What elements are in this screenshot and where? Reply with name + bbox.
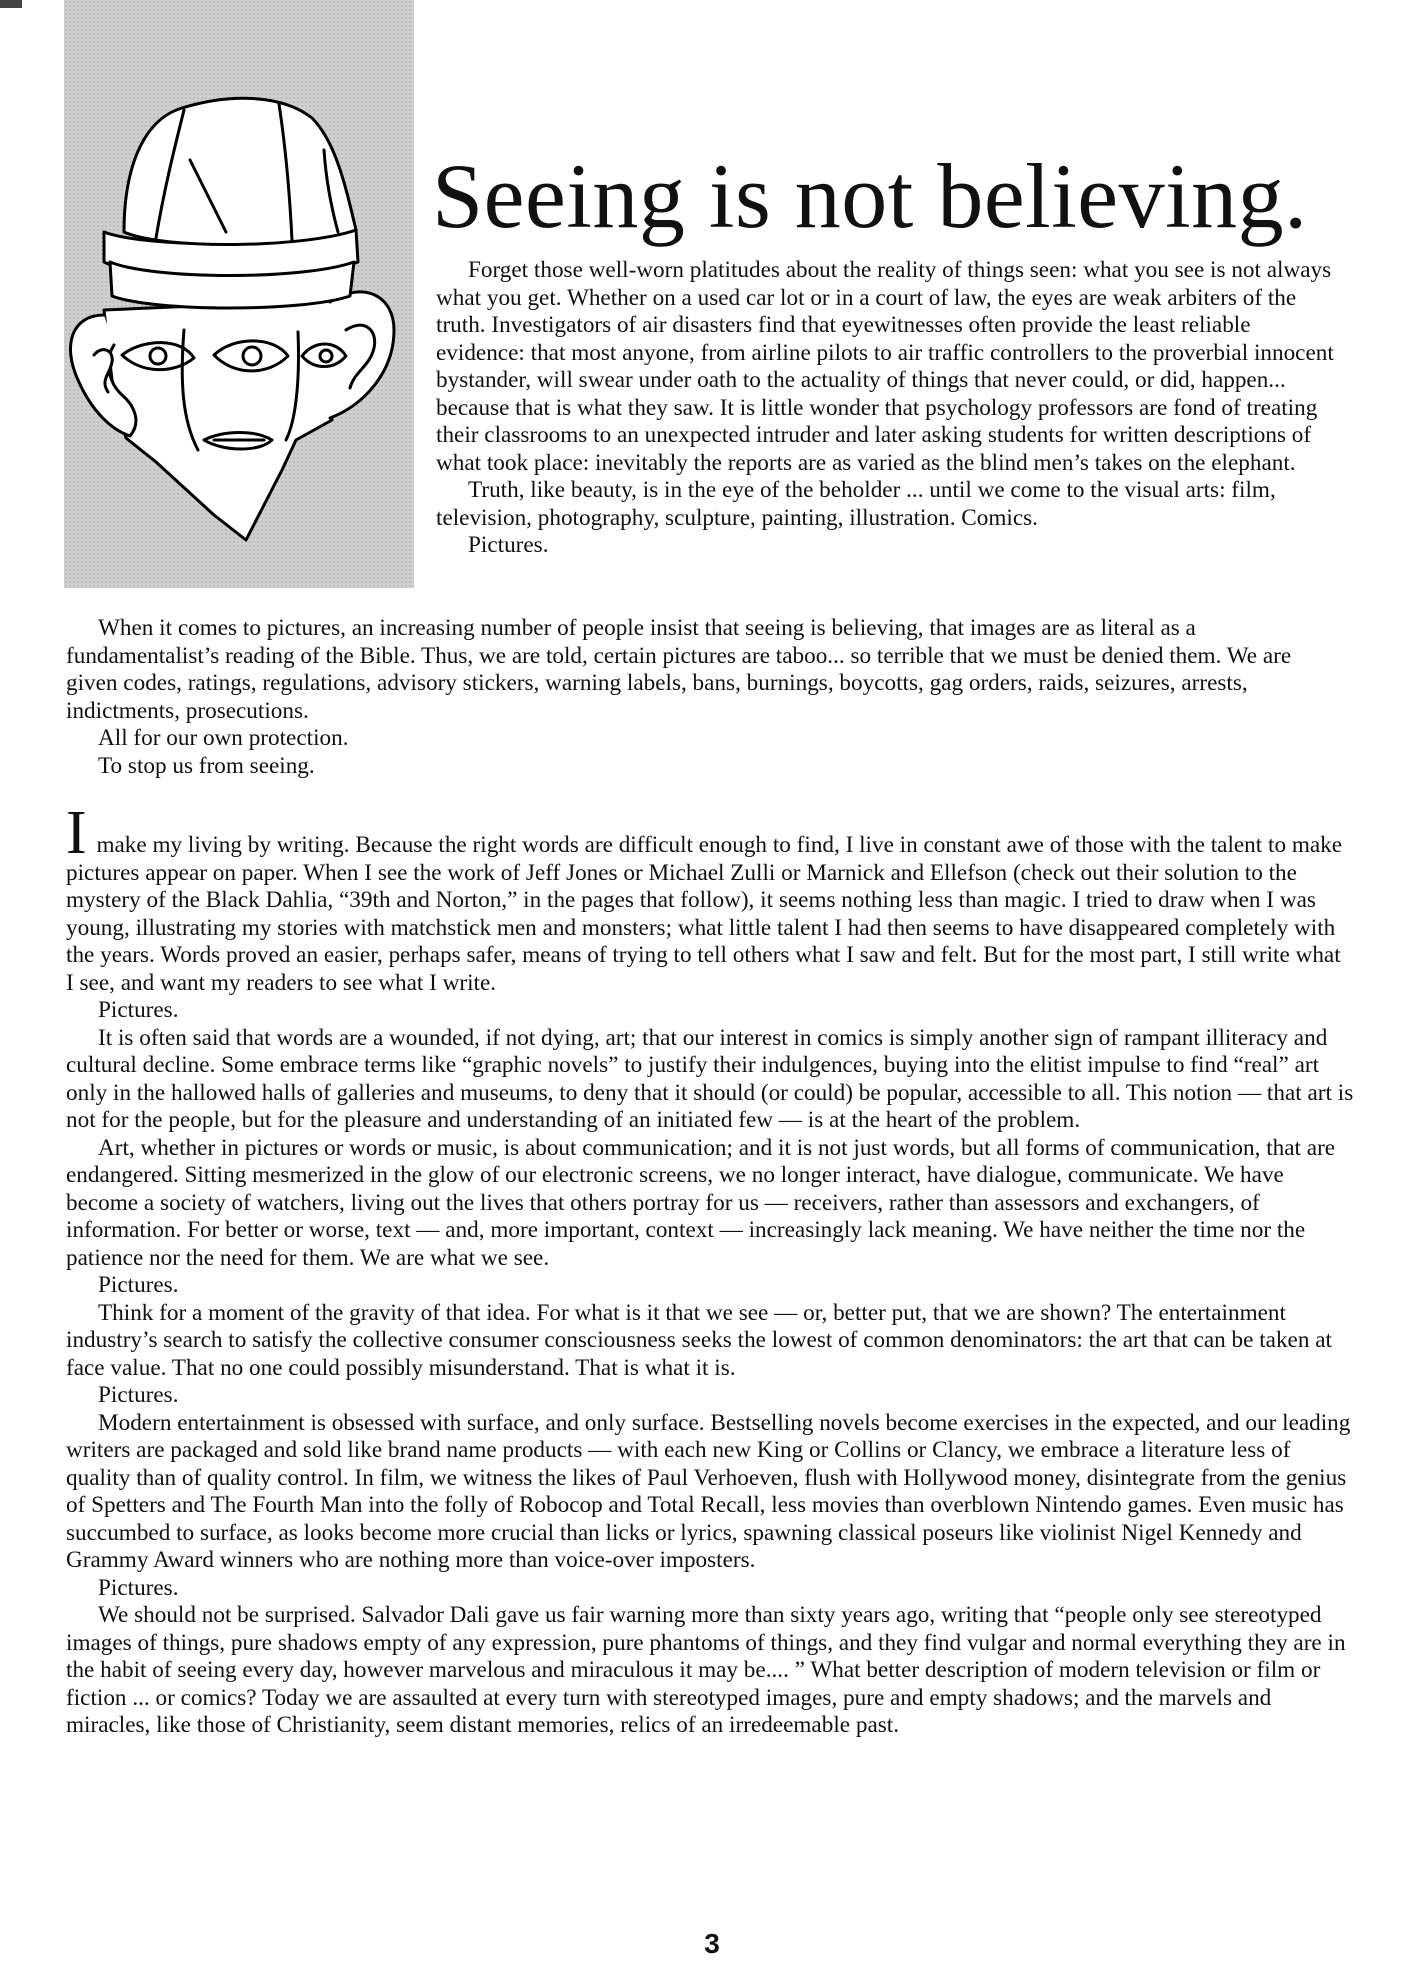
body-paragraph: Art, whether in pictures or words or music, is about communication; and it is not just words, but all forms of communication, that are endangered. Sitting mesmerized in the glow of our electronic screens, we no longer interact, have dialogue, communicate. We have become a society of watchers, living out the lives that others portray for us — receivers, rather than assessors and exchangers, of information. For better or worse, text — and, more important, context — increasingly lack meaning. We have neither the time nor the patience nor the need for them. We are what we see. [66,1134,1336,1271]
lead-paragraph [66,799,1354,997]
intro-paragraph: Truth, like beauty, is in the eye of the beholder ... until we come to the visual arts: film, television, photography, sculpture, painting, illustration. Comics. [436,477,1276,531]
body-paragraph: We should not be surprised. Salvador Dali gave us fair warning more than sixty years ago, writing that “people only see stereotyped images of things, pure shadows empty of any expression, pure phantoms of things, and they find vulgar and normal everything they are in the habit of seeing every day, however marvelous and miraculous it may be.... ” What better description of modern television or film or fiction ... or comics? Today we are assaulted at every turn with stereotyped images, pure and empty shadows; and the marvels and miracles, like those of Christianity, seem distant memories, relics of an irredeemable past. [66,1602,1346,1738]
body-paragraph: It is often said that words are a wounded, if not dying, art; that our interest in comics is simply another sign of rampant illiteracy and cultural decline. Some embrace terms like “graphic novels” to justify their indulgences, buying into the elitist impulse to find “real” art only in the hallowed halls of galleries and museums, to deny that it should (or could) be popular, accessible to all. This notion — that art is not for the people, but for the pleasure and understanding of an initiated few — is at the heart of the problem. [66,1024,1354,1133]
section-two [66,799,1354,1740]
body-paragraph: Modern entertainment is obsessed with surface, and only surface. Bestselling novels become exercises in the expected, and our leading writers are packaged and sold like brand name products — with each new King or Collins or Clancy, we embrace a literature less of quality than of quality control. In film, we witness the likes of Paul Verhoeven, flush with Hollywood money, disintegrate from the genius of Spetters and The Fourth Man into the folly of Robocop and Total Recall, less movies than overblown Nintendo games. Even music has succumbed to surface, as looks become more crucial than licks or lyrics, spawning classical poseurs like violinist Nigel Kennedy and Grammy Award winners who are nothing more than voice-over imposters. [66,1409,1351,1573]
intro-paragraph: Pictures. [468,532,549,558]
body-paragraph: Pictures. [98,1574,179,1601]
face-with-hat-drawing-icon [64,0,414,588]
page-number: 3 [704,1928,720,1959]
lead-paragraph-text: make my living by writing. Because the right words are difficult enough to find, I live in constant awe of those with the talent to make pictures appear on paper. When I see the work of Jeff Jones or Michael Zulli or Marnick and Ellefson (check out their solution to the mystery of the Black Dahlia, “39th and Norton,” in the pages that follow), it seems nothing less than magic. I tried to draw when I was young, illustrating my stories with matchstick men and monsters; what little talent I had then seems to have disappeared completely with the years. Words proved an easier, perhaps safer, means of trying to tell others what I saw and felt. But for the most part, I still write what I see, and want my readers to see what I write. [66,832,1343,996]
body-paragraph: Pictures. [98,997,179,1023]
body-paragraph: To stop us from seeing. [98,752,315,779]
intro-column [436,257,1336,560]
body-paragraph: Think for a moment of the gravity of that idea. For what is it that we see — or, better put, that we are shown? The entertainment industry’s search to satisfy the collective consumer consciousness seeks the lowest of common denominators: the art that can be taken at face value. That no one could possibly misunderstand. That is what it is. [66,1299,1332,1381]
section-one [66,615,1346,780]
body-paragraph: Pictures. [98,1272,179,1298]
intro-paragraph: Forget those well-worn platitudes about the reality of things seen: what you see is not always what you get. Whether on a used car lot or in a court of law, the eyes are weak arbiters of the truth. Investigators of air disasters find that eyewitnesses often provide the least reliable evidence: that most anyone, from airline pilots to air traffic controllers to the proverbial innocent bystander, will swear under oath to the actuality of things that never could, or did, happen... because that is what they saw. It is little wonder that psychology professors are fond of treating their classrooms to an unexpected intruder and later asking students for written descriptions of what took place: inevitably the reports are as varied as the blind men’s takes on the elephant. [436,257,1334,476]
scan-edge-mark [0,0,22,8]
article-headline: Seeing is not believing. [432,145,1308,247]
drop-cap: I [66,799,87,867]
body-paragraph: Pictures. [98,1382,179,1408]
illustration-panel [64,0,414,588]
body-paragraph: When it comes to pictures, an increasing number of people insist that seeing is believing, that images are as literal as a fundamentalist’s reading of the Bible. Thus, we are told, certain pictures are taboo... so terrible that we must be denied them. We are given codes, ratings, regulations, advisory stickers, warning labels, bans, burnings, boycotts, gag orders, raids, seizures, arrests, indictments, prosecutions. [66,615,1292,724]
body-paragraph: All for our own protection. [98,725,349,751]
